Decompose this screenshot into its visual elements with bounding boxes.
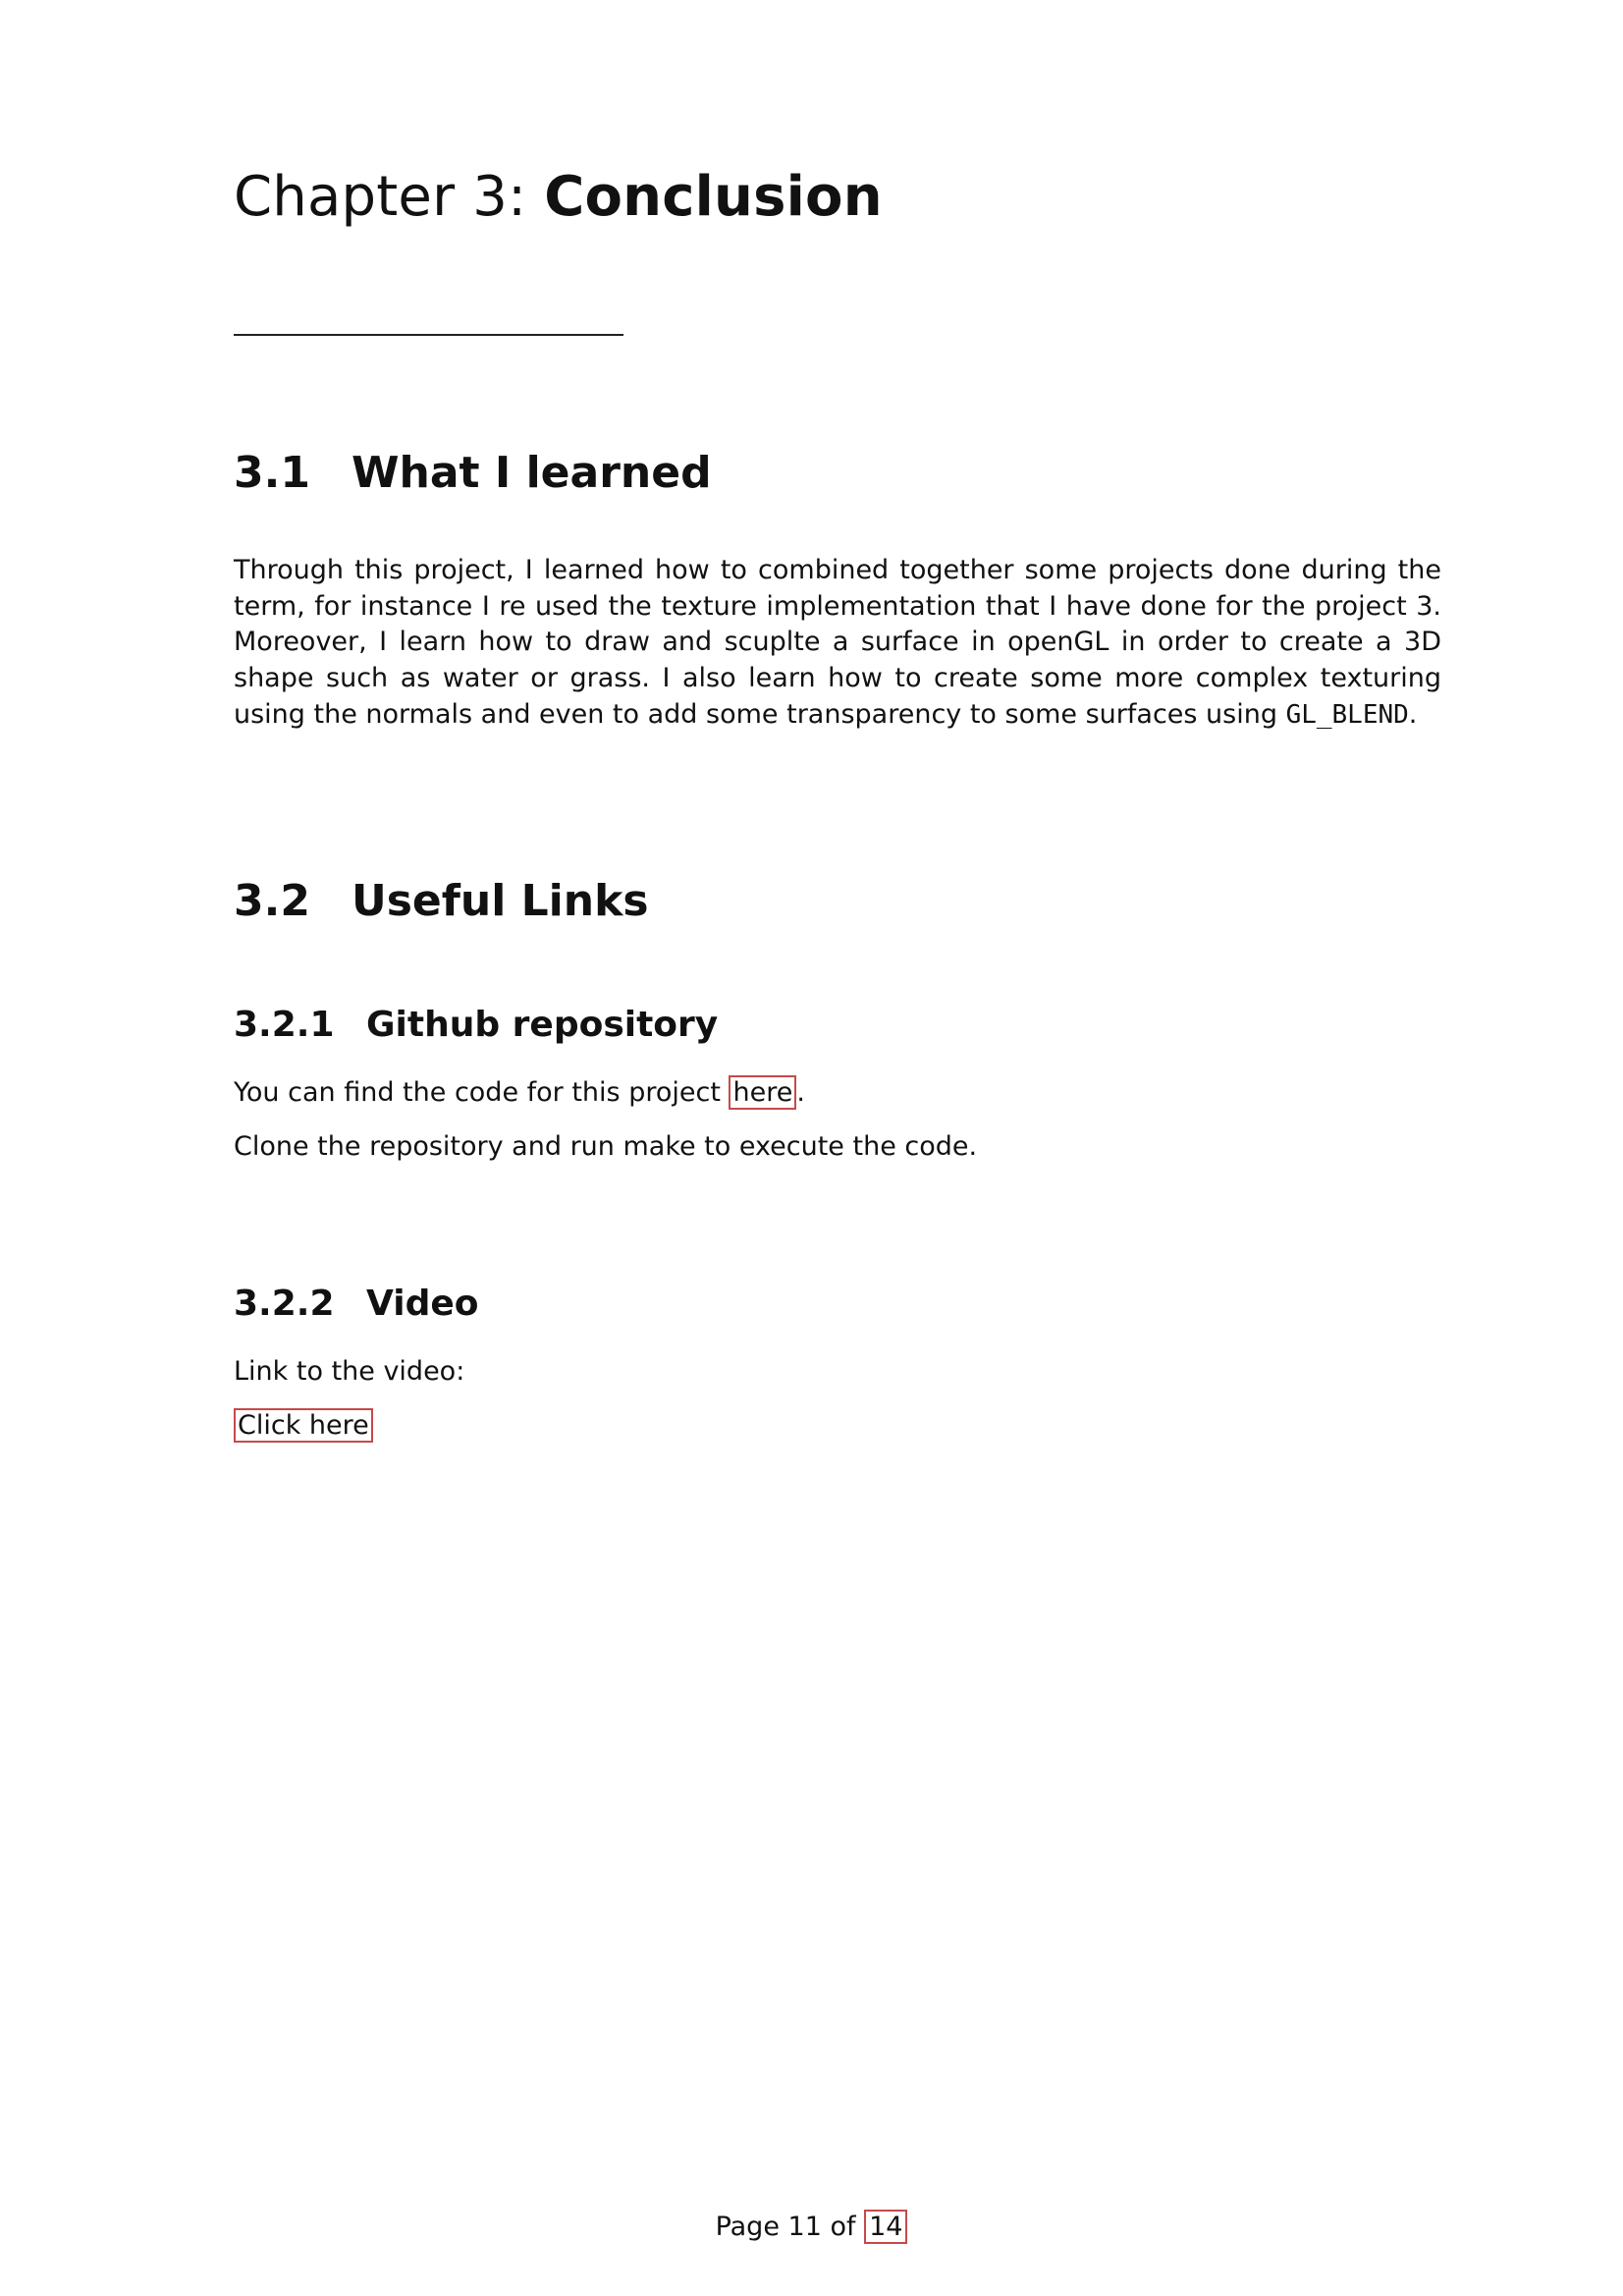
page-footer — [0, 2210, 1623, 2244]
subsection-number: 3.2.1 — [234, 1005, 335, 1045]
chapter-title — [234, 167, 1441, 228]
section-number: 3.2 — [234, 876, 310, 926]
section-useful-links — [234, 876, 1441, 928]
video-link-paragraph — [234, 1408, 1441, 1445]
subsection-video — [234, 1283, 1441, 1445]
page-number-text: Page 11 of — [715, 2212, 865, 2242]
section-title: What I learned — [352, 448, 712, 498]
github-link[interactable]: here — [729, 1075, 796, 1110]
github-paragraph — [234, 1075, 1441, 1112]
chapter-prefix: Chapter 3: — [234, 165, 527, 229]
learned-text-end: . — [1408, 698, 1418, 730]
page-content — [234, 165, 1441, 1441]
section-heading — [234, 448, 1441, 500]
subsection-heading — [234, 1283, 1441, 1325]
learned-paragraph — [234, 553, 1441, 734]
total-pages-link[interactable]: 14 — [864, 2210, 907, 2244]
subsection-title: Video — [366, 1284, 479, 1324]
subsection-github-repository — [234, 1004, 1441, 1166]
subsection-title: Github repository — [366, 1005, 719, 1045]
learned-text: Through this project, I learned how to combined together some projects done during the term, for instance I re used the texture implementation that I have done for the project 3. Moreover, I learn how to draw and scuplte a surface in openGL in order to create a 3D shape such as water or grass. I also learn how to create some more complex texturing using the normals and even to add some transparency to some surfaces using — [234, 554, 1441, 730]
github-text: You can find the code for this project — [234, 1077, 730, 1109]
github-text-end: . — [796, 1077, 805, 1109]
section-what-i-learned — [234, 448, 1441, 733]
chapter-divider — [234, 334, 623, 336]
subsection-number: 3.2.2 — [234, 1284, 335, 1324]
clone-paragraph: Clone the repository and run make to execute the code. — [234, 1130, 978, 1162]
section-title: Useful Links — [352, 876, 649, 926]
section-number: 3.1 — [234, 448, 310, 498]
video-paragraph: Link to the video: — [234, 1356, 465, 1388]
section-heading — [234, 876, 1441, 928]
subsection-heading — [234, 1004, 1441, 1046]
video-link[interactable]: Click here — [234, 1408, 373, 1443]
chapter-name: Conclusion — [544, 165, 883, 229]
code-gl-blend: GL_BLEND — [1285, 699, 1409, 730]
